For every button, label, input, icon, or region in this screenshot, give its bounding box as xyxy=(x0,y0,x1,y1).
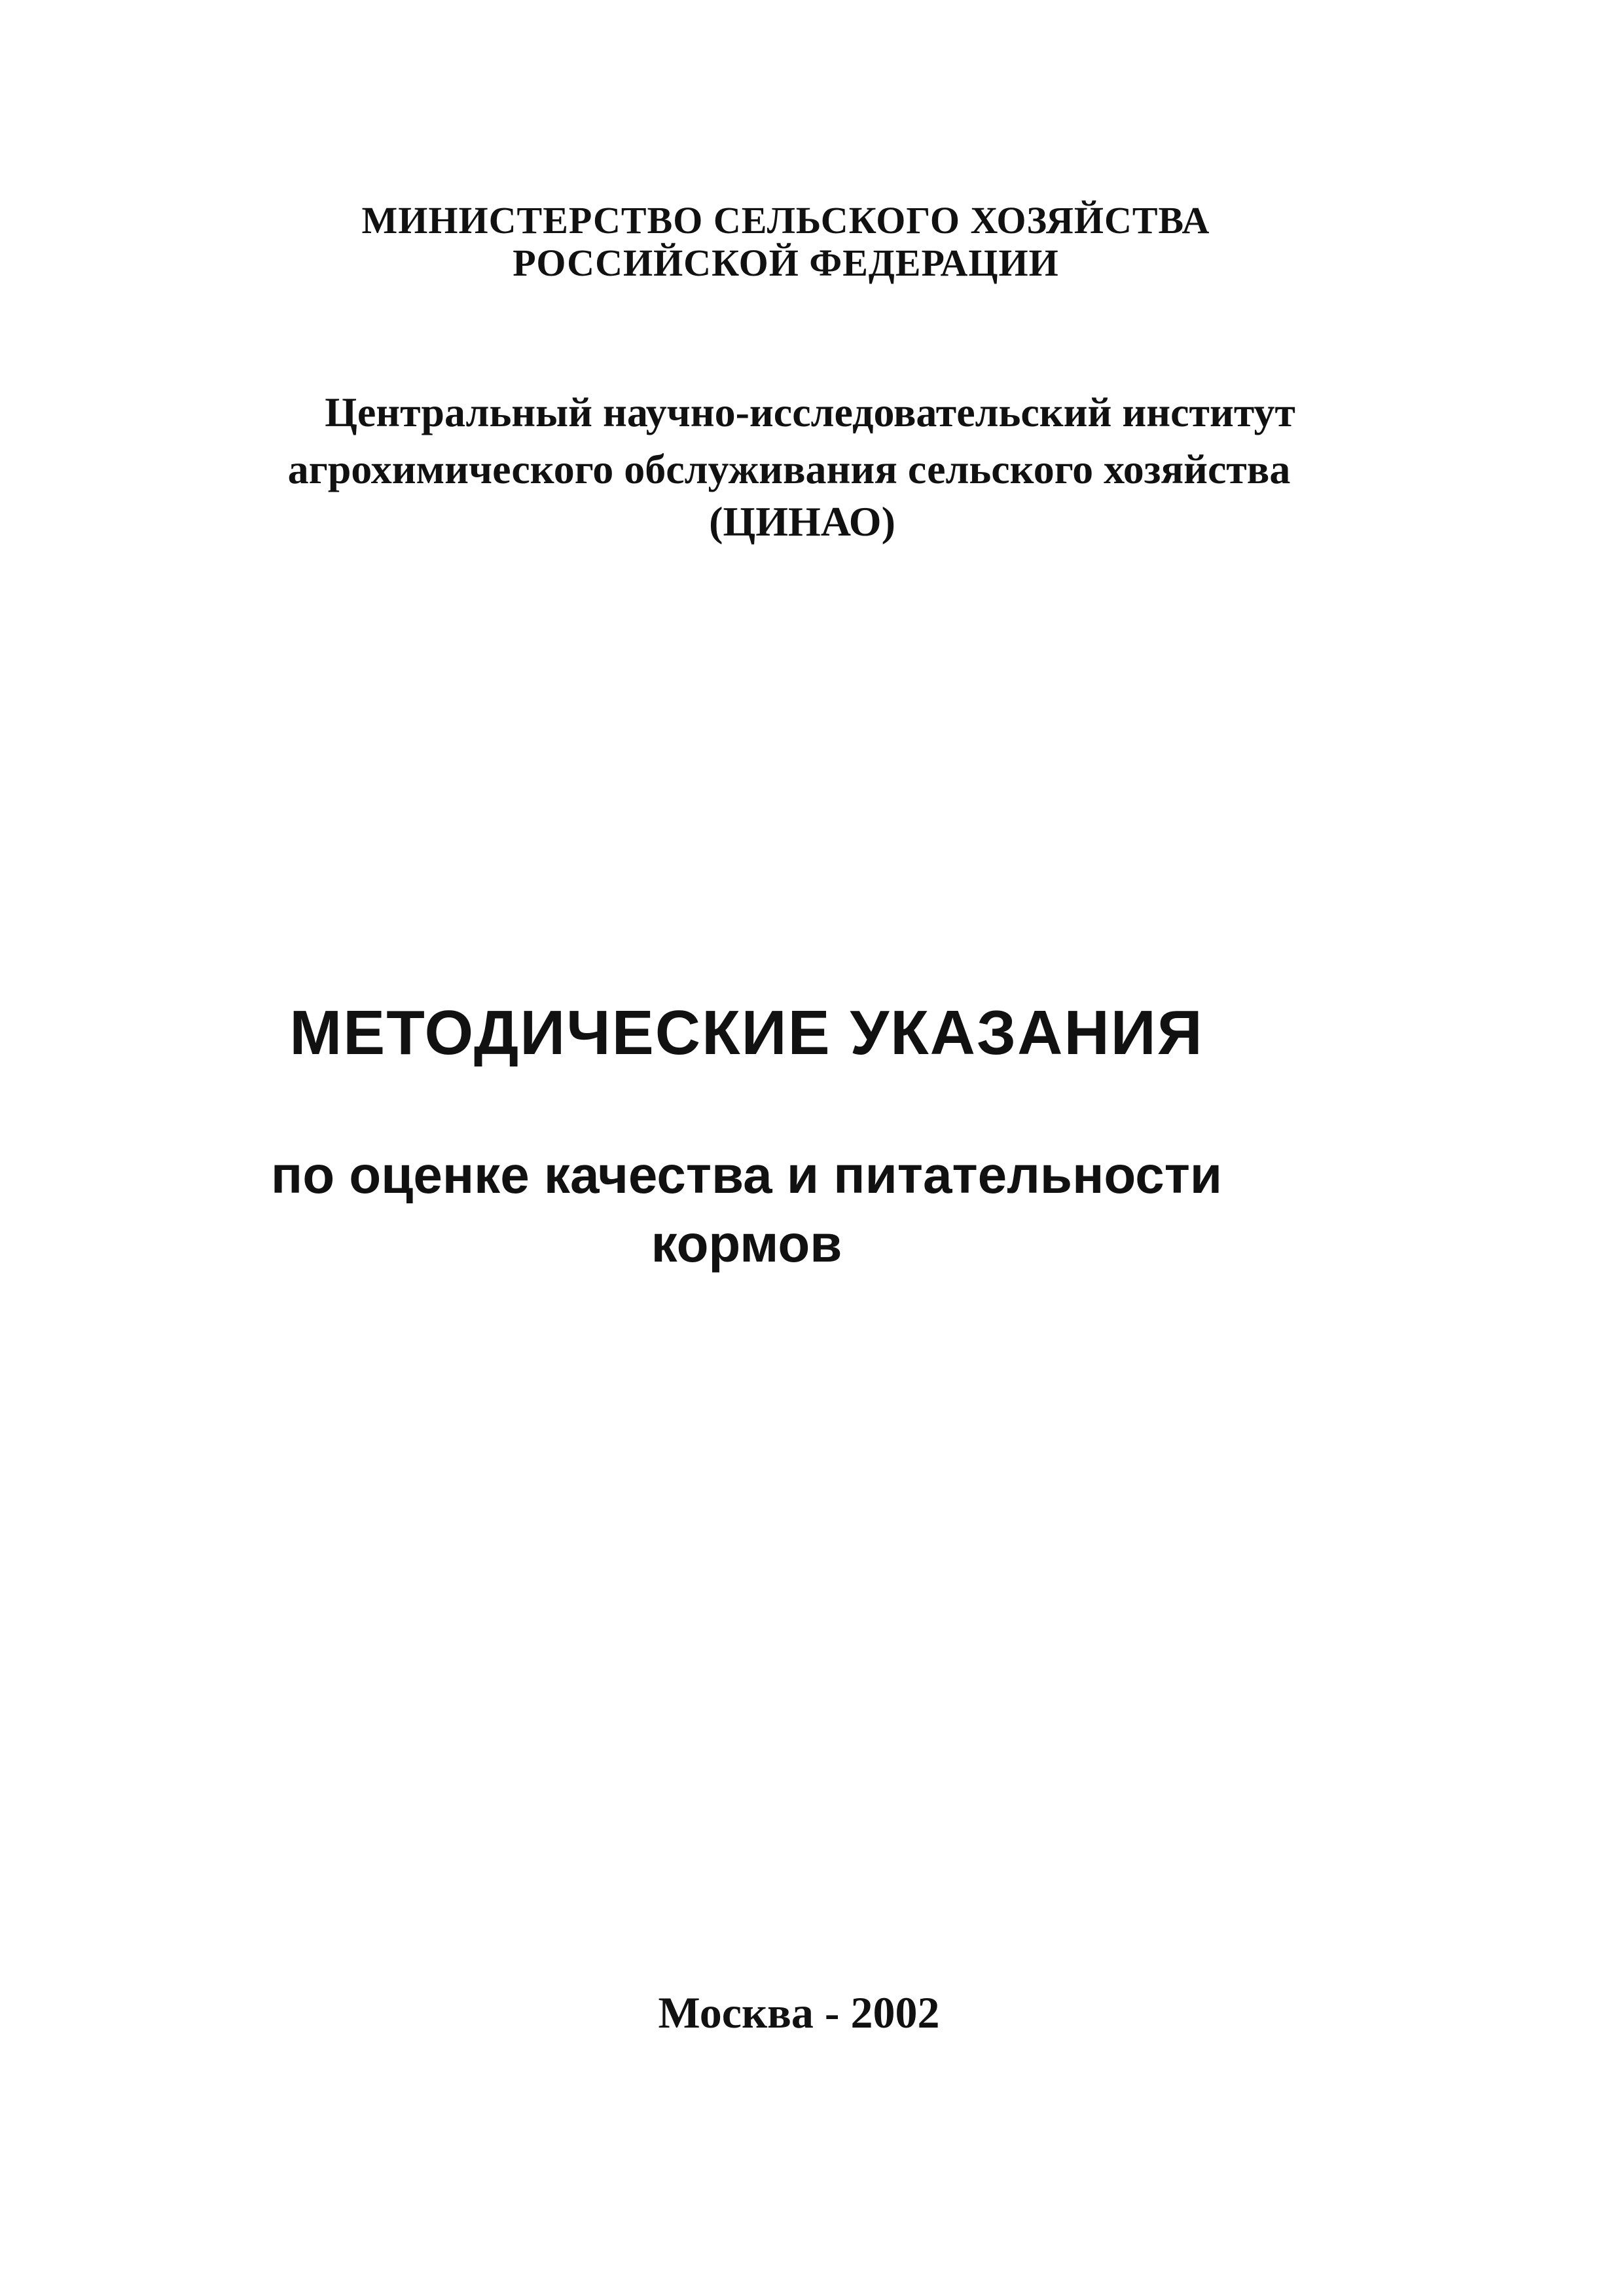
city-year: Москва - 2002 xyxy=(658,1988,940,2037)
ministry-line-2: РОССИЙСКОЙ ФЕДЕРАЦИИ xyxy=(513,242,1059,284)
institute-line-1: Центральный научно-исследовательский институт xyxy=(325,389,1295,435)
ministry-line-1: МИНИСТЕРСТВО СЕЛЬСКОГО ХОЗЯЙСТВА xyxy=(361,199,1210,242)
document-subtitle-line-1: по оценке качества и питательности xyxy=(270,1146,1223,1204)
institute-abbreviation: (ЦИНАО) xyxy=(709,498,895,545)
document-subtitle-line-2: кормов xyxy=(651,1214,842,1273)
document-title: МЕТОДИЧЕСКИЕ УКАЗАНИЯ xyxy=(289,998,1204,1068)
institute-line-2: агрохимического обслуживания сельского хозяйства xyxy=(287,446,1291,492)
